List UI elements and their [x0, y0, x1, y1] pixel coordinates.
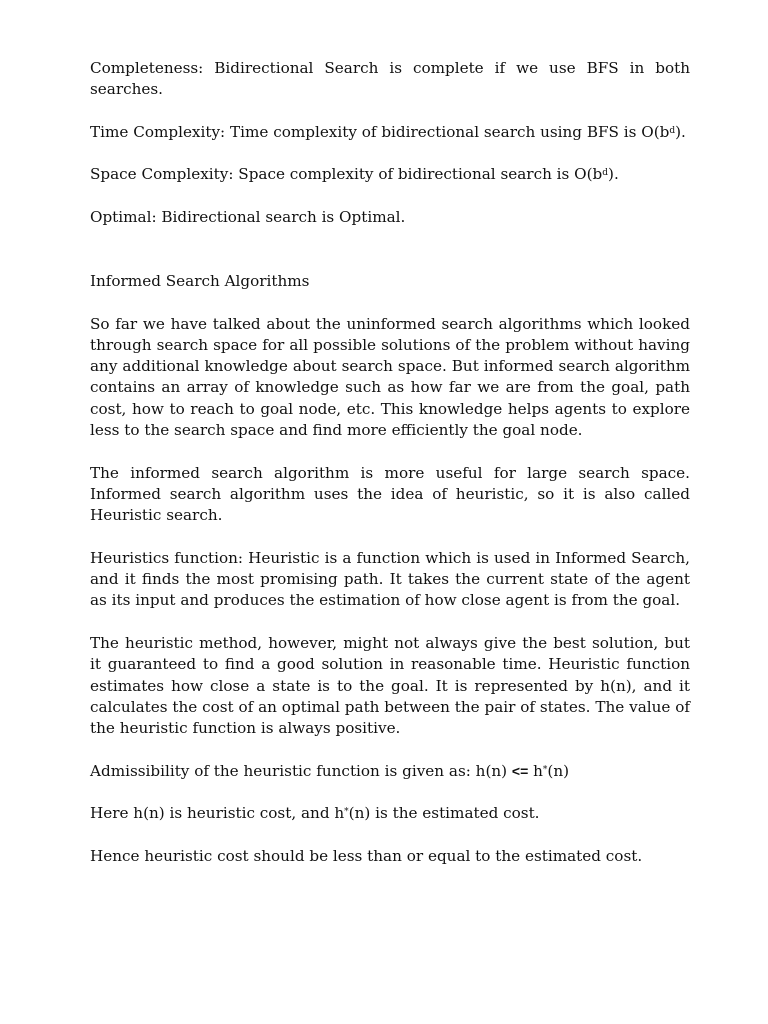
space-complexity-text: Space Complexity: Space complexity of bidirectional search is O(b [90, 165, 603, 184]
cost-definition-pre: Here h(n) is heuristic cost, and h [90, 804, 345, 823]
space-complexity-exponent: d [602, 168, 609, 179]
informed-usefulness-paragraph: The informed search algorithm is more useful for large search space. Informed search algorithm uses the idea of heuristic, so it is also called Heuristic search. [90, 463, 690, 525]
admissibility-paragraph [90, 761, 690, 782]
time-complexity-exponent: d [669, 125, 676, 136]
heuristic-method-paragraph: The heuristic method, however, might not always give the best solution, but it guaranteed to find a good solution in reasonable time. Heuristic function estimates how close a state is to the goal. It is represented by h(n), and it calculates the cost of an optimal path between the pair of states. The value of the heuristic function is always positive. [90, 634, 690, 738]
admissibility-text: Admissibility of the heuristic function is given as: h(n) [90, 761, 512, 780]
uninformed-vs-informed-paragraph: So far we have talked about the uninformed search algorithms which looked through search space for all possible solutions of the problem without having any additional knowledge about search space. But informed search algorithm contains an array of knowledge such as how far we are from the goal, path cost, how to reach to goal node, etc. This knowledge helps agents to explore less to the search space and find more efficiently the goal node. [90, 314, 690, 440]
heuristics-function-paragraph: Heuristics function: Heuristic is a function which is used in Informed Search, and it finds the most promising path. It takes the current state of the agent as its input and produces the estimation of how close agent is from the goal. [90, 548, 690, 610]
optimal-paragraph: Optimal: Bidirectional search is Optimal. [90, 208, 406, 227]
time-complexity-paragraph [90, 122, 690, 143]
section-heading: Informed Search Algorithms [90, 271, 310, 290]
cost-definition-paragraph [90, 803, 690, 824]
time-complexity-tail: ). [675, 122, 686, 141]
section-spacer [90, 250, 690, 271]
conclusion-paragraph: Hence heuristic cost should be less than or equal to the estimated cost. [90, 846, 643, 865]
admissibility-rhs: h [528, 761, 543, 780]
space-complexity-paragraph [90, 164, 690, 185]
cost-definition-star: * [344, 807, 349, 818]
time-complexity-text: Time Complexity: Time complexity of bidirectional search using BFS is O(b [90, 122, 670, 141]
admissibility-rhs-star: * [542, 764, 548, 775]
admissibility-operator: <= [511, 762, 529, 779]
space-complexity-tail: ). [608, 165, 619, 184]
admissibility-rhs-arg: (n) [547, 761, 570, 780]
cost-definition-post: (n) is the estimated cost. [348, 804, 540, 823]
completeness-paragraph: Completeness: Bidirectional Search is complete if we use BFS in both searches. [90, 59, 690, 99]
document-page [90, 58, 690, 889]
